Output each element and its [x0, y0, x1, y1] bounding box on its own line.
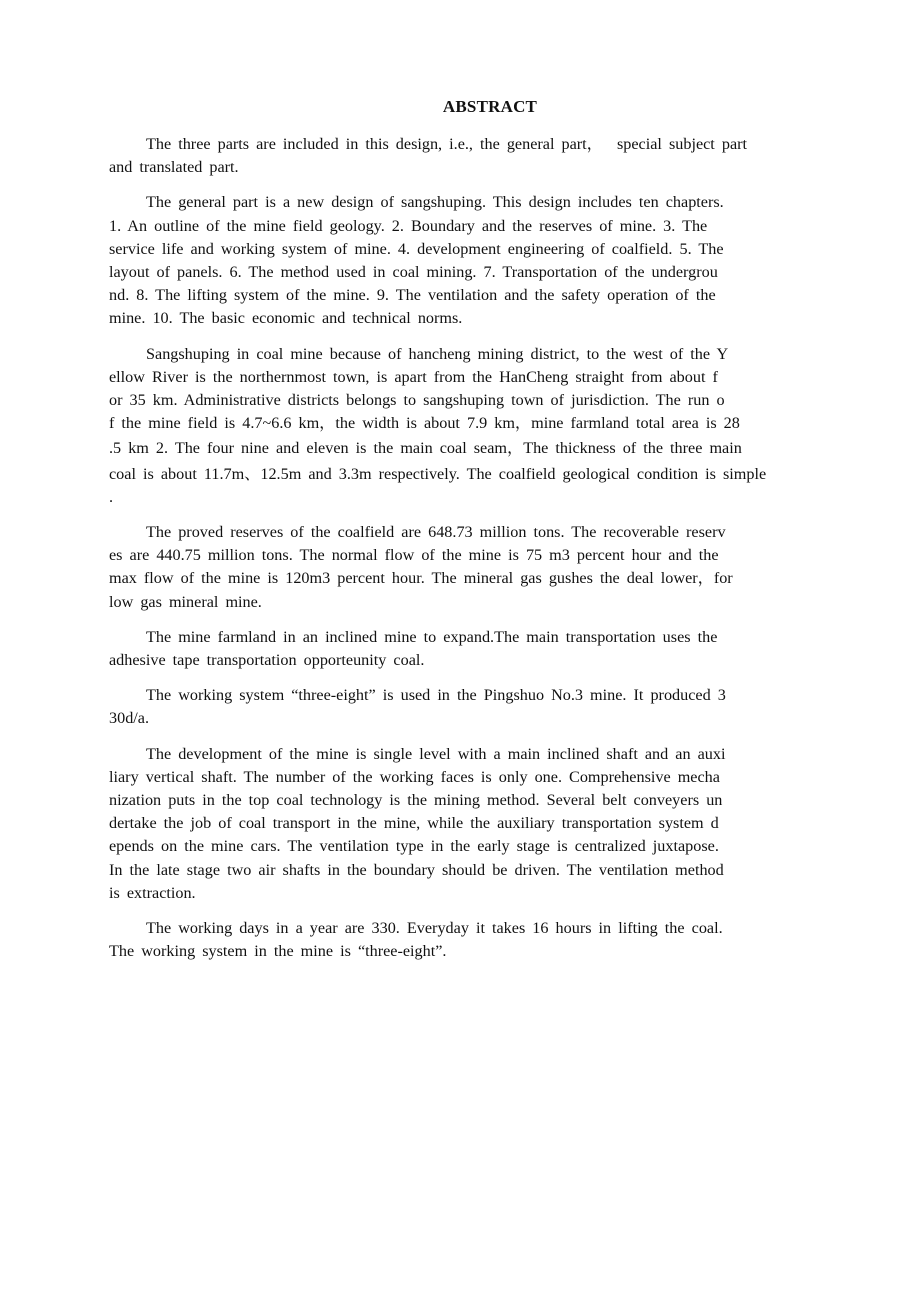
paragraph-line: The working days in a year are 330. Everyday it takes 16 hours in lifting the coal. — [146, 919, 723, 938]
paragraph-line: and translated part. — [109, 158, 239, 177]
paragraph-working-system — [109, 684, 899, 730]
paragraph-line: The working system in the mine is “three-eight”. — [109, 942, 447, 961]
paragraph-line: low gas mineral mine. — [109, 592, 262, 611]
paragraph-line: nd. 8. The lifting system of the mine. 9. The ventilation and the safety operation of the — [109, 286, 716, 305]
paragraph-line: . — [109, 487, 114, 506]
paragraph-line: f the mine field is 4.7~6.6 km，the width is about 7.9 km，mine farmland total area is 28 — [109, 414, 740, 433]
paragraph-line: es are 440.75 million tons. The normal flow of the mine is 75 m3 percent hour and the — [109, 546, 719, 565]
paragraph-line: The proved reserves of the coalfield are 648.73 million tons. The recoverable reserv — [146, 523, 726, 542]
paragraph-line: The development of the mine is single level with a main inclined shaft and an auxi — [146, 744, 726, 763]
paragraph-line: The mine farmland in an inclined mine to expand.The main transportation uses the — [146, 627, 718, 646]
paragraph-line: coal is about 11.7m、12.5m and 3.3m respectively. The coalfield geological condition is simple — [109, 464, 767, 483]
paragraph-reserves — [109, 521, 899, 614]
paragraph-development — [109, 743, 899, 905]
paragraph-line: 1. An outline of the mine field geology. 2. Boundary and the reserves of mine. 3. The — [109, 216, 708, 235]
paragraph-line: mine. 10. The basic economic and technical norms. — [109, 309, 463, 328]
paragraph-line: .5 km 2. The four nine and eleven is the main coal seam，The thickness of the three main — [109, 439, 742, 458]
paragraph-line: epends on the mine cars. The ventilation type in the early stage is centralized juxtapose. — [109, 837, 719, 856]
abstract-title: ABSTRACT — [442, 97, 538, 116]
paragraph-parts-overview — [109, 133, 899, 179]
paragraph-line: The working system “three-eight” is used in the Pingshuo No.3 mine. It produced 3 — [146, 686, 726, 705]
paragraph-line: max flow of the mine is 120m3 percent hour. The mineral gas gushes the deal lower，for — [109, 569, 733, 588]
paragraph-transportation — [109, 626, 899, 672]
paragraph-line: The three parts are included in this design, i.e., the general part， special subject part — [146, 135, 748, 153]
paragraph-line: ellow River is the northernmost town, is apart from the HanCheng straight from about f — [109, 367, 718, 386]
abstract-body — [109, 133, 899, 976]
paragraph-line: Sangshuping in coal mine because of hancheng mining district, to the west of the Y — [146, 344, 729, 363]
paragraph-line: In the late stage two air shafts in the boundary should be driven. The ventilation method — [109, 860, 724, 879]
paragraph-line: service life and working system of mine. 4. development engineering of coalfield. 5. The — [109, 239, 724, 258]
paragraph-line: adhesive tape transportation opporteunity coal. — [109, 651, 425, 670]
paragraph-line: layout of panels. 6. The method used in coal mining. 7. Transportation of the undergrou — [109, 263, 718, 282]
paragraph-location — [109, 343, 899, 509]
paragraph-line: or 35 km. Administrative districts belongs to sangshuping town of jurisdiction. The run o — [109, 391, 725, 410]
paragraph-working-days — [109, 917, 899, 963]
paragraph-general-part — [109, 191, 899, 330]
paragraph-line: nization puts in the top coal technology is the mining method. Several belt conveyers un — [109, 791, 723, 810]
paragraph-line: The general part is a new design of sangshuping. This design includes ten chapters. — [146, 193, 724, 212]
paragraph-line: dertake the job of coal transport in the mine, while the auxiliary transportation system d — [109, 814, 719, 833]
paragraph-line: liary vertical shaft. The number of the working faces is only one. Comprehensive mecha — [109, 767, 720, 786]
paragraph-line: is extraction. — [109, 883, 196, 902]
paragraph-line: 30d/a. — [109, 709, 150, 728]
